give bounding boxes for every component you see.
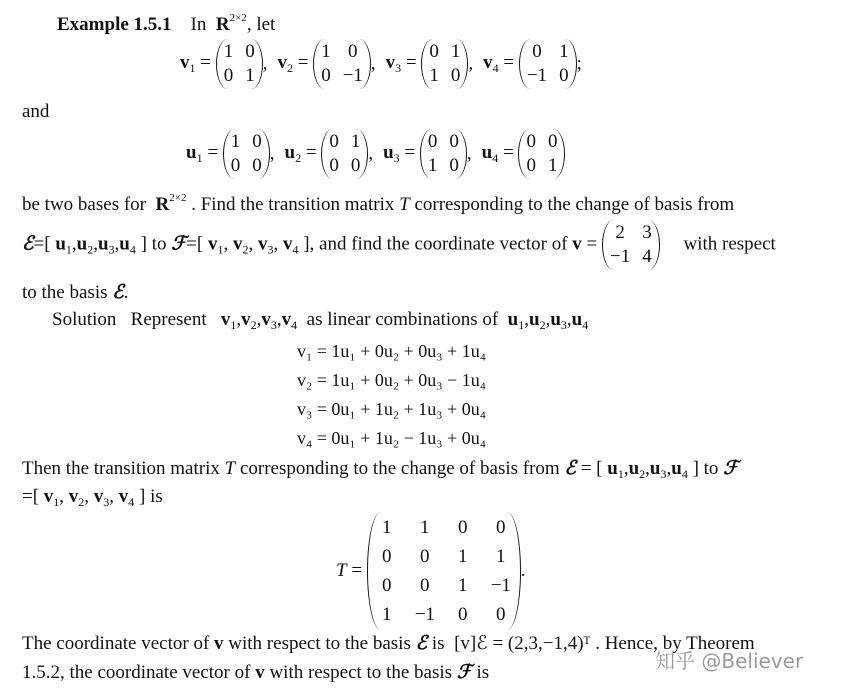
matrix-cell: 0 [252,131,262,152]
matrix-cell: 0 [526,131,536,152]
matrix-cell: 0 [429,41,439,62]
v3-matrix-group: $v_3$ = 0 1 1 0 , [386,39,473,89]
matrix-cell: 1 [427,155,438,176]
matrix-cell: 0 [532,41,542,62]
example-after: , let [246,14,276,35]
matrix-cell: 1 [547,155,558,176]
then-line-1: Then the transition matrix T corresponding to the change of basis from ℰ = [ $u_1,u_2,u_3,u_4$ ] to ℱ [22,457,739,481]
equation-3: v₃ = 0u₁ + 1u₂ + 1u₃ + 0u₄ [297,399,486,419]
example-lead: In [190,14,207,35]
matrix-cell: 0 [559,65,569,86]
matrix-cell: 0 [348,41,358,62]
v4-matrix [519,39,577,89]
matrix-cell: 0 [420,575,430,596]
matrix-cell: 1 [458,546,468,567]
T-matrix-block: T = 1 1 0 0 0 0 1 1 0 0 1 −1 1 −1 0 0 . [336,512,526,630]
matrix-cell: 0 [252,155,262,176]
matrix-cell: −1 [526,65,548,86]
paragraph-line-3: to the basis ℰ. [22,281,129,303]
T-matrix [367,512,521,630]
matrix-cell: 4 [642,246,652,267]
matrix-cell: −1 [414,604,435,625]
v-coordinate-matrix [602,220,660,270]
v1-matrix-group: $v_1$ = 1 0 0 1 , [180,39,267,89]
equation-1: v₁ = 1u₁ + 0u₂ + 0u₃ + 1u₄ [297,341,486,361]
matrix-cell: 0 [329,155,339,176]
example-header [57,12,275,36]
matrix-cell: 0 [526,155,536,176]
matrix-cell: 0 [245,41,255,62]
u2-matrix [321,129,368,179]
matrix-cell: 0 [420,546,430,567]
matrix-cell: 2 [615,222,625,243]
example-label: Example 1.5.1 [57,14,172,35]
equation-2: v₂ = 1u₁ + 0u₂ + 0u₃ − 1u₄ [297,370,486,390]
matrix-cell: 0 [449,131,459,152]
matrix-cell: 1 [321,41,331,62]
matrix-cell: 0 [458,517,468,538]
matrix-cell: 1 [450,41,461,62]
matrix-cell: 0 [496,517,506,538]
v4-matrix-group: $v_4$ = 0 1 −1 0 ; [483,39,582,89]
space-symbol: R [215,14,230,35]
matrix-cell: 1 [496,546,506,567]
v3-matrix [421,39,468,89]
and-text: and [22,101,50,122]
matrix-cell: 0 [382,575,392,596]
matrix-cell: 0 [382,546,392,567]
u3-matrix-group: $u_3$ = 0 0 1 0 , [383,129,472,179]
v-matrices-row [180,39,582,89]
equation-4: v₄ = 0u₁ + 1u₂ − 1u₃ + 0u₄ [297,428,486,448]
matrix-cell: 1 [382,604,392,625]
matrix-cell: 1 [245,65,255,86]
matrix-cell: 0 [547,131,558,152]
v2-matrix-group: $v_2$ = 1 0 0 −1 , [277,39,375,89]
solution-line: Solution Represent $v_1,v_2,v_3,v_4$ as linear combinations of $u_1,u_2,u_3,u_4$ [52,309,589,332]
matrix-cell: 0 [458,604,468,625]
matrix-cell: 0 [321,65,331,86]
matrix-cell: −1 [342,65,363,86]
matrix-cell: 1 [559,41,569,62]
paragraph-line-2: ℰ=[ $u_1,u_2,u_3,u_4$ ] to ℱ=[ $v_1$, $v_2$, $v_3$, $v_4$ ], and find the coordinate vector of v = 2 3 −1 4 with respect [22,220,776,270]
matrix-cell: 0 [223,65,234,86]
then-line-2: =[ $v_1$, $v_2$, $v_3$, $v_4$ ] is [22,486,163,509]
matrix-cell: 0 [427,131,438,152]
matrix-cell: 1 [382,517,392,538]
matrix-cell: −1 [490,575,511,596]
u-matrices-row [186,129,565,179]
matrix-cell: −1 [610,246,631,267]
watermark: 知乎 @Believer [655,649,804,673]
last-line-2: 1.5.2, the coordinate vector of v with respect to the basis ℱ is [22,661,490,683]
matrix-cell: 0 [449,155,459,176]
matrix-cell: 0 [450,65,461,86]
matrix-cell: 1 [230,131,241,152]
matrix-cell: 0 [230,155,241,176]
matrix-cell: 0 [329,131,339,152]
matrix-cell: 0 [496,604,506,625]
paragraph-line-1: be two bases for $R^{2\times 2}$ . Find the transition matrix T corresponding to the change of basis from [22,192,735,215]
matrix-cell: 3 [642,222,652,243]
v1-matrix [216,39,263,89]
matrix-cell: 0 [350,155,361,176]
u4-matrix-group: $u_4$ = 0 0 0 1 [482,129,566,179]
matrix-cell: 1 [458,575,468,596]
matrix-cell: 1 [223,41,234,62]
matrix-cell: 1 [420,517,430,538]
u1-matrix [223,129,270,179]
u4-matrix [518,129,565,179]
last-line-1: The coordinate vector of v with respect to the basis ℰ is [v]ℰ = (2,3,−1,4)ᵀ . Hence, by Theorem [22,632,755,654]
u2-matrix-group: $u_2$ = 0 1 0 0 , [285,129,374,179]
u3-matrix [420,129,467,179]
matrix-cell: 1 [429,65,439,86]
matrix-cell: 1 [350,131,361,152]
v2-matrix [313,39,371,89]
u1-matrix-group: $u_1$ = 1 0 0 0 , [186,129,275,179]
space-superscript: 2×2 [229,12,247,24]
